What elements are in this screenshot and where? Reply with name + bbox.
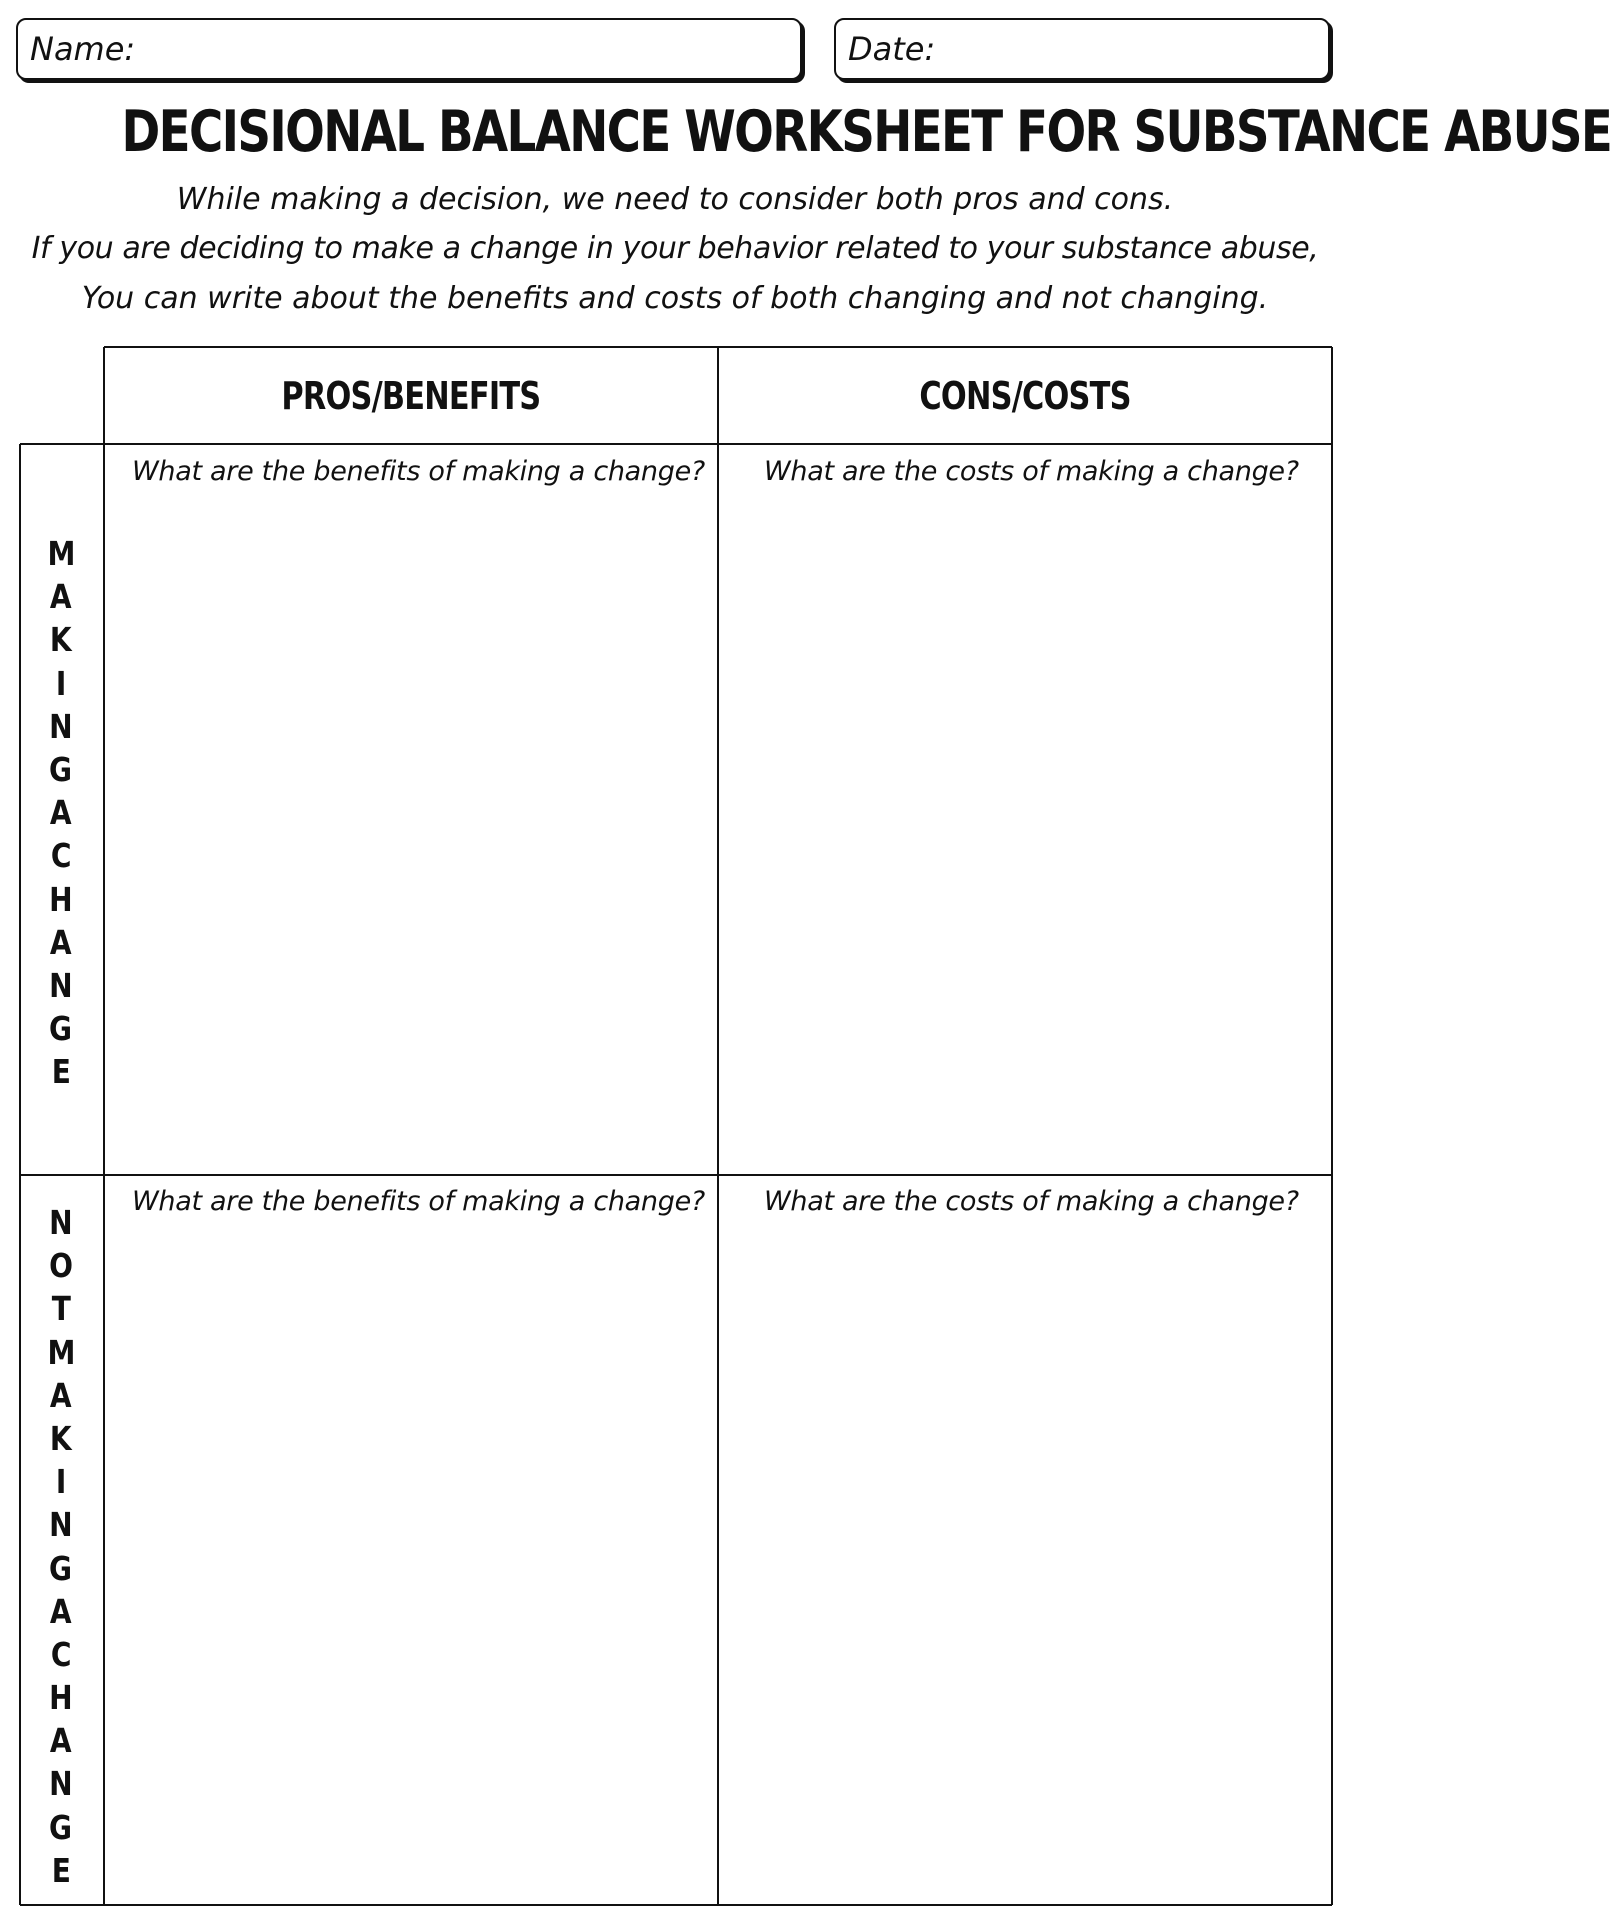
row-label-letter: H [49,879,73,919]
row-label-letter: N [49,1764,73,1804]
row-label-letter: N [49,1203,73,1242]
row-label-letter: N [49,706,73,746]
row-label-letter: M [47,1332,75,1372]
prompt-making-change-pros: What are the benefits of making a change? [132,456,705,487]
cell-not-making-change-cons[interactable] [719,1176,1331,1904]
prompt-not-making-change-cons: What are the costs of making a change? [764,1186,1299,1217]
row-label-letter: A [50,577,72,617]
column-header-cons-text: CONS/COSTS [919,374,1131,418]
row-label-letter: A [50,1591,72,1631]
row-label-letter: A [50,793,72,833]
cell-making-change-pros[interactable] [105,445,717,1174]
row-label-letter: E [51,1850,71,1890]
instruction-line-3: You can write about the benefits and costs of both changing and not changing. [81,281,1269,316]
row-label-letter: O [49,1246,73,1286]
cell-not-making-change-pros[interactable] [105,1176,717,1904]
column-header-cons [718,348,1332,444]
row-label-letter: G [49,1807,73,1847]
prompt-making-change-cons: What are the costs of making a change? [764,456,1299,487]
row-label-letter: G [49,1548,73,1588]
row-label-letter: G [49,749,73,789]
prompt-not-making-change-pros: What are the benefits of making a change? [132,1186,705,1217]
row-label-letter: A [50,1375,72,1415]
worksheet-title: DECISIONAL BALANCE WORKSHEET FOR SUBSTANCE ABUSE [121,99,1611,165]
instruction-line-2: If you are deciding to make a change in your behavior related to your substance abuse, [31,231,1319,266]
row-label-letter: N [49,1505,73,1545]
row-label-not-making-change [20,1201,102,1892]
row-label-letter: C [50,1634,72,1674]
row-label-letter: A [50,1721,72,1761]
row-label-letter: N [49,965,73,1005]
column-header-pros [104,348,718,444]
row-label-letter: K [50,1418,72,1458]
row-label-letter: C [50,836,72,876]
date-label: Date: [848,30,936,68]
row-label-letter: M [47,534,75,573]
row-label-making-change [20,532,102,1093]
cell-making-change-cons[interactable] [719,445,1331,1174]
row-label-letter: A [50,922,72,962]
row-label-letter: K [50,620,72,660]
row-label-letter: I [55,1462,67,1502]
name-label: Name: [30,30,136,68]
row-label-letter: G [49,1009,73,1049]
row-label-letter: H [49,1678,73,1718]
row-label-letter: T [51,1289,71,1329]
instruction-line-1: While making a decision, we need to consider both pros and cons. [176,182,1174,217]
row-label-letter: E [51,1052,71,1092]
column-header-pros-text: PROS/BENEFITS [281,374,541,418]
row-label-letter: I [55,663,67,703]
